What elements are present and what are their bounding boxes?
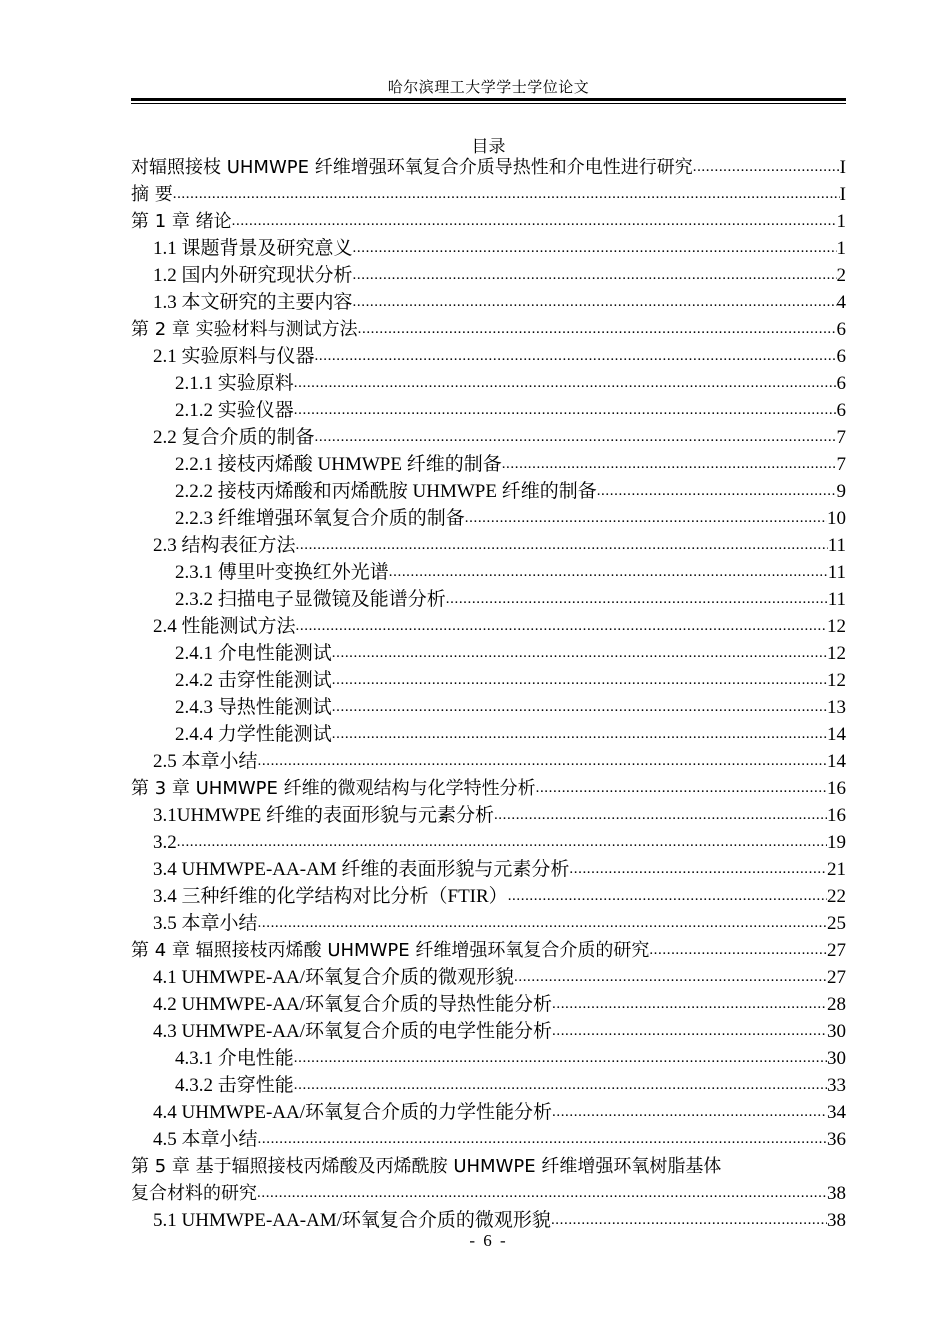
dot-leader [502,451,837,478]
toc-entry-page: 21 [827,859,846,880]
toc-entry-title: 第 1 章 绪论 [131,211,232,232]
toc-entry-title: 第 4 章 辐照接枝丙烯酸 UHMWPE 纤维增强环氧复合介质的研究 [131,940,650,961]
toc-entry-title: 2.3 结构表征方法 [153,535,296,556]
dot-leader [232,208,837,235]
toc-entry[interactable] [131,775,846,802]
toc-entry-page: 19 [827,832,846,853]
toc-entry[interactable] [131,721,846,748]
header-rule-thick [131,98,846,101]
toc-entry[interactable] [131,424,846,451]
dot-leader [693,154,840,181]
toc-entry-title: 4.3.2 击穿性能 [175,1075,294,1096]
dot-leader [389,559,828,586]
toc-entry-title: 4.4 UHMWPE-AA/环氧复合介质的力学性能分析 [153,1102,552,1123]
toc-entry-title: 2.1.2 实验仪器 [175,400,294,421]
toc-entry-title: 第 5 章 基于辐照接枝丙烯酸及丙烯酰胺 UHMWPE 纤维增强环氧树脂基体 [131,1156,722,1177]
toc-entry[interactable] [131,856,846,883]
toc-entry-page: 11 [827,562,846,583]
toc-entry-page: 1 [836,238,846,259]
dot-leader [552,1018,827,1045]
toc-entry-page: 22 [827,886,846,907]
dot-leader [649,937,827,964]
toc-entry-page: 25 [827,913,846,934]
dot-leader [353,235,837,262]
table-of-contents [131,154,846,1234]
toc-entry[interactable] [131,505,846,532]
toc-entry[interactable] [131,235,846,262]
toc-entry[interactable] [131,289,846,316]
dot-leader [514,964,827,991]
toc-entry-page: 36 [827,1129,846,1150]
toc-entry[interactable] [131,613,846,640]
toc-entry[interactable] [131,802,846,829]
toc-entry[interactable] [131,937,846,964]
dot-leader [296,613,827,640]
dot-leader [465,505,827,532]
toc-entry[interactable] [131,154,846,181]
toc-entry[interactable] [131,1126,846,1153]
dot-leader [177,829,827,856]
dot-leader [508,883,827,910]
toc-entry-title: 4.3.1 介电性能 [175,1048,294,1069]
dot-leader [551,1207,827,1234]
dot-leader [353,289,837,316]
toc-entry[interactable] [131,910,846,937]
toc-entry-page: 30 [827,1021,846,1042]
dot-leader [294,1072,827,1099]
toc-entry-title: 2.4.1 介电性能测试 [175,643,332,664]
toc-entry-title: 2.4 性能测试方法 [153,616,296,637]
page-number: - 6 - [469,1231,508,1250]
toc-title: 目录 [471,137,506,156]
toc-entry-title: 2.2.1 接枝丙烯酸 UHMWPE 纤维的制备 [175,454,502,475]
toc-entry-page: I [839,157,846,178]
toc-entry-title: 5.1 UHMWPE-AA-AM/环氧复合介质的微观形貌 [153,1210,551,1231]
toc-entry-title: 2.2 复合介质的制备 [153,427,315,448]
toc-entry[interactable] [131,964,846,991]
toc-entry-title: 2.1 实验原料与仪器 [153,346,315,367]
toc-entry-title: 2.3.2 扫描电子显微镜及能谱分析 [175,589,446,610]
dot-leader [569,856,827,883]
toc-entry-page: 9 [836,481,846,502]
toc-entry-page: 6 [836,319,846,340]
toc-entry[interactable] [131,1072,846,1099]
toc-entry[interactable] [131,829,846,856]
toc-entry[interactable] [131,181,846,208]
dot-leader [332,721,827,748]
toc-entry[interactable] [131,640,846,667]
dot-leader [296,532,828,559]
toc-entry[interactable] [131,667,846,694]
toc-entry[interactable] [131,1180,846,1207]
toc-entry-page: 7 [836,454,846,475]
toc-entry-page: 12 [827,616,846,637]
toc-entry-page: 38 [827,1210,846,1231]
toc-entry-page: 12 [827,643,846,664]
toc-entry-title: 4.5 本章小结 [153,1129,258,1150]
toc-entry[interactable] [131,694,846,721]
toc-entry[interactable] [131,1018,846,1045]
toc-entry-title: 3.5 本章小结 [153,913,258,934]
toc-entry[interactable] [131,397,846,424]
running-header: 哈尔滨理工大学学士学位论文 [387,80,590,96]
dot-leader [258,910,827,937]
toc-entry-page: I [839,184,846,205]
header-rule-thin [131,103,846,104]
toc-entry-page: 28 [827,994,846,1015]
toc-entry-page: 16 [827,805,846,826]
toc-entry-title: 第 2 章 实验材料与测试方法 [131,319,358,340]
toc-entry-page: 13 [827,697,846,718]
toc-entry-page: 4 [836,292,846,313]
toc-entry-page: 2 [836,265,846,286]
toc-entry-title: 4.3 UHMWPE-AA/环氧复合介质的电学性能分析 [153,1021,552,1042]
toc-entry-title: 3.4 UHMWPE-AA-AM 纤维的表面形貌与元素分析 [153,859,570,880]
toc-entry-page: 14 [827,724,846,745]
dot-leader [552,991,827,1018]
toc-entry[interactable] [131,208,846,235]
toc-entry[interactable] [131,478,846,505]
toc-entry-page: 38 [827,1183,846,1204]
toc-entry-page: 11 [827,589,846,610]
toc-entry-page: 10 [827,508,846,529]
toc-entry[interactable] [131,883,846,910]
dot-leader [332,640,827,667]
toc-entry-page: 33 [827,1075,846,1096]
toc-entry-page: 12 [827,670,846,691]
toc-entry-title: 3.4 三种纤维的化学结构对比分析（FTIR） [153,886,508,907]
toc-entry[interactable] [131,1207,846,1234]
toc-entry-title: 2.4.4 力学性能测试 [175,724,332,745]
toc-entry[interactable] [131,262,846,289]
dot-leader [173,181,840,208]
toc-entry-title: 4.1 UHMWPE-AA/环氧复合介质的微观形貌 [153,967,514,988]
toc-entry-title: 2.3.1 傅里叶变换红外光谱 [175,562,389,583]
dot-leader [552,1099,827,1126]
toc-entry-page: 34 [827,1102,846,1123]
toc-entry-page: 6 [836,373,846,394]
toc-entry-title: 4.2 UHMWPE-AA/环氧复合介质的导热性能分析 [153,994,552,1015]
dot-leader [294,370,837,397]
toc-entry-title: 1.1 课题背景及研究意义 [153,238,353,259]
dot-leader [597,478,837,505]
toc-entry-title: 摘 要 [131,184,173,205]
toc-entry[interactable] [131,451,846,478]
toc-entry-page: 27 [827,940,846,961]
toc-entry-title: 2.2.3 纤维增强环氧复合介质的制备 [175,508,465,529]
toc-entry-title: 2.1.1 实验原料 [175,373,294,394]
toc-entry-page: 16 [827,778,846,799]
toc-entry-page: 7 [836,427,846,448]
dot-leader [258,1126,827,1153]
toc-entry[interactable] [131,991,846,1018]
toc-entry[interactable] [131,343,846,370]
toc-entry-title: 2.5 本章小结 [153,751,258,772]
dot-leader [353,262,837,289]
dot-leader [294,1045,827,1072]
toc-entry[interactable] [131,1099,846,1126]
dot-leader [332,694,827,721]
toc-entry-title: 2.4.2 击穿性能测试 [175,670,332,691]
toc-entry-page: 14 [827,751,846,772]
dot-leader [315,424,837,451]
toc-entry[interactable] [131,1153,846,1180]
dot-leader [294,397,837,424]
toc-entry-page: 6 [836,400,846,421]
dot-leader [315,343,837,370]
toc-entry[interactable] [131,370,846,397]
toc-entry[interactable] [131,748,846,775]
toc-entry-title: 1.3 本文研究的主要内容 [153,292,353,313]
toc-entry-title: 复合材料的研究 [131,1183,257,1204]
toc-entry-page: 27 [827,967,846,988]
dot-leader [358,316,837,343]
dot-leader [494,802,827,829]
toc-entry[interactable] [131,532,846,559]
toc-entry-title: 1.2 国内外研究现状分析 [153,265,353,286]
toc-entry[interactable] [131,316,846,343]
dot-leader [536,775,827,802]
toc-entry-title: 第 3 章 UHMWPE 纤维的微观结构与化学特性分析 [131,778,536,799]
toc-entry[interactable] [131,586,846,613]
toc-entry-title: 3.2 [153,832,177,853]
dot-leader [446,586,828,613]
toc-entry-page: 11 [827,535,846,556]
toc-entry-page: 30 [827,1048,846,1069]
toc-entry-page: 1 [836,211,846,232]
toc-entry-page: 6 [836,346,846,367]
toc-entry-title: 3.1UHMWPE 纤维的表面形貌与元素分析 [153,805,494,826]
dot-leader [257,1180,827,1207]
toc-entry[interactable] [131,1045,846,1072]
toc-entry-title: 2.2.2 接枝丙烯酸和丙烯酰胺 UHMWPE 纤维的制备 [175,481,597,502]
toc-entry-title: 2.4.3 导热性能测试 [175,697,332,718]
dot-leader [332,667,827,694]
toc-entry-title: 对辐照接枝 UHMWPE 纤维增强环氧复合介质导热性和介电性进行研究 [131,157,693,178]
dot-leader [258,748,827,775]
toc-entry[interactable] [131,559,846,586]
